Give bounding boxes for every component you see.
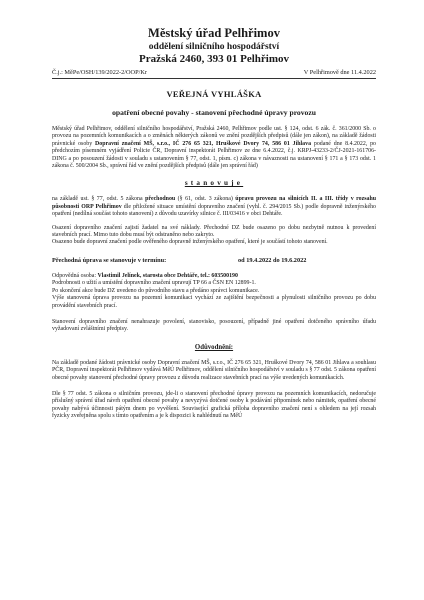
authority-address: Pražská 2460, 393 01 Pelhřimov [138, 53, 289, 65]
stanovuje-paragraph: na základě ust. § 77, odst. 5 zákona přechodnou (§ 61, odst. 3 zákona) úpravu provozu na silnicích II. a III. třídy v rozsahu působnosti ORP Pelhřimov dle přiložené situace umístění dopravního značení (vyhl. č. 294/2015 Sb.) podle dopravně inženýrského opatření (nedílná součást tohoto stanovení) z důvodu uzavírky silnice č. III/03416 v obci Dehtáře. [52, 196, 377, 218]
justification-paragraph: Na základě podané žádosti právnické osoby Dopravní značení MŠ, s.r.o., IČ 276 65 321, Hruškové Dvory 74, 586 01 Jihlava a souhlasu PČR, Dopravní inspektorát Pelhřimov vydává MěÚ Pelhřimov, oddělení silničního hospodářství v souladu s § 77 odst. 5 zákona opatření obecné povahy stanovení přechodné úpravy provozu z důvodu realizace stavebních prací na výše uvedených komunikacích. [52, 359, 376, 381]
term-label: Přechodná úprava se stanovuje v termínu: [52, 256, 167, 264]
term-value: od 19.4.2022 do 19.6.2022 [238, 256, 307, 264]
condition-line: Výše stanovená úprava provozu na pozemní komunikaci vychází ze zajištění bezpečnosti a plynulosti silničního provozu po dobu provádění stavebních prací. [52, 295, 376, 309]
condition-line: Po skončení akce bude DZ uvedeno do původního stavu a předáno správci komunikace. [52, 287, 260, 294]
place-date: V Pelhřimově dne 11.4.2022 [303, 69, 376, 76]
justification-paragraph-2: Dle § 77 odst. 5 zákona o silničním provozu, jde-li o stanovení přechodné úpravy provozu na pozemních komunikacích, nedoručuje příslušný správní úřad návrh opatření obecné povahy a nevyzývá dotčené osoby k podávání připomínek nebo námitek, opatření obecné povahy nabývá účinnosti pátým dnem po vyvěšení. Související grafická příloha dopravního značení není s ohledem na její rozsah fyzicky zveřejněna spolu s tímto opatřením a je k dispozici k nahlédnutí na MěÚ [52, 390, 376, 420]
oduvodneni-heading: Odůvodnění: [194, 343, 234, 351]
condition-line: Podrobnosti o užití a umístění dopravního značení upravují TP 66 a ČSN EN 12899-1. [52, 280, 256, 287]
validity-term [52, 257, 376, 264]
responsible-person: Odpovědná osoba: Vlastimil Jelínek, starosta obce Dehtáře, tel.: 603500190 [52, 272, 238, 279]
document-subject: opatření obecné povahy - stanovení přechodné úpravy provozu [112, 108, 316, 117]
installation-paragraph: Osazení dopravního značení zajistí žadatel na své náklady. Přechodné DZ bude osazeno po dobu nezbytně nutnou k provedení stavebních prací. Mimo tuto dobu musí být odstraněno nebo zakryto. [52, 224, 376, 239]
letterhead [52, 26, 376, 66]
intro-paragraph: Městský úřad Pelhřimov, oddělení silničního hospodářství, Pražská 2460, Pelhřimov podle ust. § 124, odst. 6 zák. č. 361/2000 Sb. o provozu na pozemních komunikacích a o změnách některých zákonů ve znění pozdějších předpisů (dále jen zákon), na základě žádosti právnické osoby Dopravní značení MŠ, s.r.o., IČ 276 65 321, Hruškové Dvory 74, 586 01 Jihlava podané dne 8.4.2022, po předchozím písemném vyjádření Policie ČR, Dopravní inspektorát Pelhřimov ze dne 6.4.2022, č.j. KRPJ-43233-2/ČJ-2021-161706-DING a po posouzení žádosti v souladu s ustanovením § 77, odst. 1, písm. c) zákona v návaznosti na ustanovení § 171 a § 173 odst. 1 zákona č. 500/2004 Sb., správní řád ve znění pozdějších předpisů (dále jen správní řád) [52, 126, 376, 170]
reservation-paragraph: Stanovení dopravního značení nenahrazuje povolení, stanovisko, posouzení, případně jiné opatření dotčeného správního úřadu vyžadovaní zvláštními předpisy. [52, 318, 376, 333]
authority-name: Městský úřad Pelhřimov [148, 26, 280, 40]
document-title: VEŘEJNÁ VYHLÁŠKA [166, 89, 262, 99]
reference-number: Č.j.: MěPe/OSH/139/2022-2/OOP/Kr [52, 69, 147, 76]
reference-line [52, 69, 376, 79]
stanovuje-heading: stanovuje [184, 179, 244, 188]
installation-paragraph-2: Osazeno bude dopravní značení podle ověřeného dopravně inženýrského opatření, které je součástí tohoto stanovení. [52, 239, 328, 246]
applicant-name: Dopravní značení MŠ, s.r.o., IČ 276 65 321, Hruškové Dvory 74, 586 01 Jihlava [95, 140, 312, 147]
department-name: oddělení silničního hospodářství [148, 42, 280, 52]
